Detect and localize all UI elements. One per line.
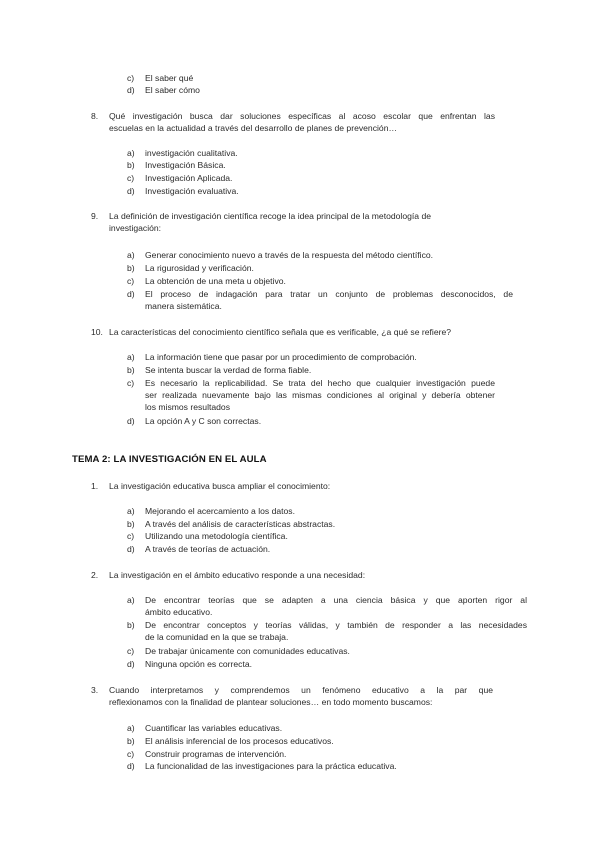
option-letter: d) <box>127 186 135 196</box>
option-text: Utilizando una metodología científica. <box>145 531 288 541</box>
option-letter: d) <box>127 85 135 95</box>
option-text: Mejorando el acercamiento a los datos. <box>145 506 295 516</box>
question-number: 1. <box>91 481 99 491</box>
option-text: La información tiene que pasar por un procedimiento de comprobación. <box>145 352 417 362</box>
option-letter: a) <box>127 250 135 260</box>
question-text: reflexionamos con la finalidad de plantear soluciones… en todo momento buscamos: <box>109 697 433 707</box>
option-text: De encontrar conceptos y teorías válidas, y también de responder a las necesidades <box>145 620 527 630</box>
option-text: La rigurosidad y verificación. <box>145 263 254 273</box>
option-text: ámbito educativo. <box>145 607 213 617</box>
option-letter: c) <box>127 749 135 759</box>
option-letter: b) <box>127 736 135 746</box>
option-text: Ninguna opción es correcta. <box>145 659 253 669</box>
option-text: El saber cómo <box>145 85 200 95</box>
option-text: investigación cualitativa. <box>145 148 238 158</box>
option-text: El proceso de indagación para tratar un conjunto de problemas desconocidos, de <box>145 289 513 299</box>
question-text: La definición de investigación científica recoge la idea principal de la metodología de <box>109 211 431 221</box>
option-letter: c) <box>127 378 135 388</box>
option-text: A través del análisis de características abstractas. <box>145 519 336 529</box>
option-text: De trabajar únicamente con comunidades educativas. <box>145 646 350 656</box>
option-text: El análisis inferencial de los procesos educativos. <box>145 736 334 746</box>
option-text: Generar conocimiento nuevo a través de la respuesta del método científico. <box>145 250 434 260</box>
option-text: ser realizada nuevamente bajo las mismas condiciones al original y debería obtener <box>145 390 495 400</box>
question-text: investigación: <box>109 223 162 233</box>
option-letter: c) <box>127 276 135 286</box>
option-text: Es necesario la replicabilidad. Se trata del hecho que cualquier investigación puede <box>145 378 495 388</box>
option-letter: c) <box>127 173 135 183</box>
question-text: escuelas en la actualidad a través del desarrollo de planes de prevención… <box>109 123 398 133</box>
option-letter: a) <box>127 506 135 516</box>
option-text: de la comunidad en la que se trabaja. <box>145 632 289 642</box>
question-text: La características del conocimiento científico señala que es verificable, ¿a qué se refiere? <box>109 327 452 337</box>
option-text: manera sistemática. <box>145 301 222 311</box>
question-text: La investigación en el ámbito educativo responde a una necesidad: <box>109 570 366 580</box>
option-text: La opción A y C son correctas. <box>145 416 262 426</box>
question-number: 2. <box>91 570 99 580</box>
option-letter: b) <box>127 519 135 529</box>
option-letter: d) <box>127 416 135 426</box>
option-text: Investigación Aplicada. <box>145 173 233 183</box>
option-text: Cuantificar las variables educativas. <box>145 723 283 733</box>
option-letter: c) <box>127 73 135 83</box>
option-letter: a) <box>127 723 135 733</box>
question-number: 8. <box>91 111 99 121</box>
option-letter: a) <box>127 595 135 605</box>
option-letter: b) <box>127 365 135 375</box>
option-letter: d) <box>127 289 135 299</box>
question-text: Qué investigación busca dar soluciones específicas al acoso escolar que enfrentan las <box>109 111 495 121</box>
option-text: El saber qué <box>145 73 194 83</box>
section-title: TEMA 2: LA INVESTIGACIÓN EN EL AULA <box>72 454 267 465</box>
question-number: 3. <box>91 685 99 695</box>
question-number: 9. <box>91 211 99 221</box>
option-text: Investigación evaluativa. <box>145 186 239 196</box>
option-letter: c) <box>127 531 135 541</box>
option-text: A través de teorías de actuación. <box>145 544 271 554</box>
option-text: De encontrar teorías que se adapten a una ciencia básica y que aporten rigor al <box>145 595 527 605</box>
option-letter: d) <box>127 544 135 554</box>
option-text: los mismos resultados <box>145 402 231 412</box>
option-text: Se intenta buscar la verdad de forma fiable. <box>145 365 312 375</box>
question-text: La investigación educativa busca ampliar el conocimiento: <box>109 481 331 491</box>
option-letter: d) <box>127 761 135 771</box>
option-text: Investigación Básica. <box>145 160 226 170</box>
option-text: La funcionalidad de las investigaciones para la práctica educativa. <box>145 761 397 771</box>
option-letter: d) <box>127 659 135 669</box>
question-number: 10. <box>91 327 103 337</box>
option-letter: b) <box>127 620 135 630</box>
option-letter: b) <box>127 160 135 170</box>
option-letter: a) <box>127 352 135 362</box>
option-letter: b) <box>127 263 135 273</box>
option-letter: c) <box>127 646 135 656</box>
option-text: Construir programas de intervención. <box>145 749 287 759</box>
option-text: La obtención de una meta u objetivo. <box>145 276 286 286</box>
option-letter: a) <box>127 148 135 158</box>
question-text: Cuando interpretamos y comprendemos un fenómeno educativo a la par que <box>109 685 493 695</box>
